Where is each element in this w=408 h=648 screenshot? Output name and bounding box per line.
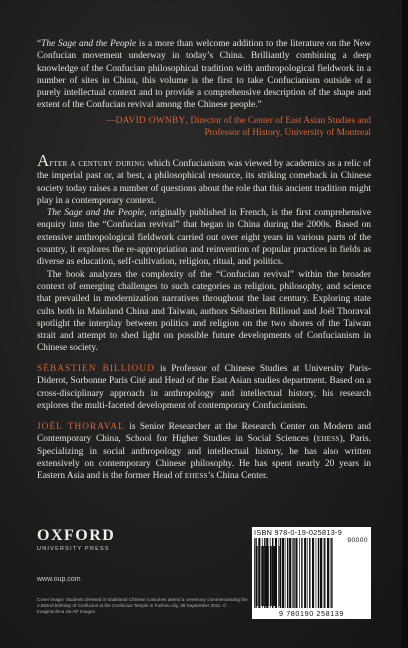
endorsement-quote: “The Sage and the People is a more than welcome addition to the literature on the New Confucian movement underway in today’s China. Brilliantly combining a deep knowledge of the Confucian philosophical tradition with anthropological fieldwork in a number of sites in China, this volume is the first to take Confucianism outside of a purely intellectual context and to provide a comprehensive description of the shape and extent of the Confucian revival among the Chinese people.” [37,39,371,111]
addon-barcode-bars [254,546,282,606]
publisher-subtitle: UNIVERSITY PRESS [37,546,110,552]
barcode-bar [309,538,310,608]
barcode-bar [282,538,284,608]
barcode-bar [312,538,314,608]
barcode-bar [304,538,306,608]
barcode-bar [285,538,286,608]
barcode-bar [320,538,322,608]
barcode-bar [276,546,277,606]
barcode-bar [270,546,271,606]
barcode-bar [268,546,269,606]
publisher-url: www.oup.com [37,576,81,583]
barcode-bar [256,546,257,606]
author-name: JOËL THORAVAL [37,422,125,432]
barcode-bar [289,538,291,608]
oxford-logo [37,527,115,552]
barcode-bar [323,538,324,608]
barcode-bar [330,538,331,608]
barcode-bar [327,538,329,608]
quote-text: is a more than welcome addition to the literature on the New Confucian movement underway in today’s China. Brilliantly combining a deep knowledge of the Confucian philosophical tradition with anthropological fieldwork in a number of sites in China, this volume is the first to take Confucianism outside of a purely intellectual context and to provide a comprehensive description of the shape and extent of the Confucian revival among the Chinese people.” [37,39,371,111]
barcode-bar [331,538,332,608]
publisher-name: OXFORD [37,527,116,544]
barcode-bar [254,546,255,606]
barcode-bar [278,546,279,606]
barcode-bar [299,538,300,608]
barcode-bar [318,538,319,608]
barcode-bar [324,538,325,608]
barcode-bar [273,546,275,606]
barcode-bar [293,538,294,608]
barcode-bar [261,546,262,606]
cover-edge [402,0,408,648]
lead-in-small-caps: fter a century during [49,159,145,169]
cover-image-credit: Cover image: Students dressed in traditional Chinese costumes attend a ceremony commemorating the 2,562nd birthday of Confucius at the Confucius Temple in Fuzhou city, 28 September 2011. © Imaginechina via AP Images [37,597,248,614]
barcode-bar [295,538,297,608]
barcode-bar [307,538,308,608]
attribution-name: DAVID OWNBY [115,116,186,126]
barcode-bar [292,538,293,608]
price-code: 90000 [347,537,368,544]
author-bio-text: is Professor of Chinese Studies at University Paris-Diderot, Sorbonne Paris Cité and Head of the East Asian studies department. Based on a cross-disciplinary approach in anthropology and intellectual history, his research explores the multi-faceted development of contemporary Confucianism. [37,364,371,411]
description-paragraph-3: The book analyzes the complexity of the “Confucian revival” within the broader context of emerging challenges to such categories as religion, philosophy, and science that prevailed in modernization narratives throughout the last century. Exploring state cults both in Mainland China and Taiwan, authors Sébastien Billioud and Joël Thoraval spotlight the interplay between politics and religion on the two shores of the Taiwan strait and attempt to shed light on possible future developments of Confucianism in Chinese society. [37,269,371,354]
attribution-role: , Director of the Center of East Asian Studies and Professor of History, University of Montreal [185,116,371,139]
quote-attribution: —DAVID OWNBY, Director of the Center of East Asian Studies and Professor of History, University of Montreal [106,116,371,139]
barcode-bar [301,538,302,608]
isbn-barcode [252,527,371,619]
book-description [37,151,371,355]
barcode-bar [287,538,288,608]
author-name: SÉBASTIEN BILLIOUD [37,364,155,374]
ean-number: 9 780190 258139 [279,609,344,618]
description-paragraph-1: After a century during which Confucianism was viewed by academics as a relic of the imperial past or, at best, a philosophical resource, its striking comeback in Chinese society today raises a number of questions about the role that this ancient tradition might play in a contemporary context. [37,151,371,206]
author-bio-thoraval: JOËL THORAVAL is Senior Researcher at the Research Center on Modern and Contemporary China, School for Higher Studies in Social Sciences (ehess), Paris. Specializing in social anthropology and intellectual history, he has also written extensively on contemporary Chinese philosophy. He has spent nearly 20 years in Eastern Asia and is the former Head of ehess’s China Center. [37,422,372,482]
drop-cap: A [37,151,50,170]
barcode-bar [316,538,317,608]
author-bio-billioud [37,363,371,412]
barcode-bar [265,546,267,606]
isbn-text: ISBN 978-0-19-025813-9 [254,528,343,537]
quote-book-title: The Sage and the People [41,39,137,49]
barcode-bar [258,546,260,606]
barcode-bar [263,546,264,606]
description-paragraph-2: The Sage and the People, originally published in French, is the first comprehensive enquiry into the “Confucian revival” that began in China during the 2000s. Based on extensive anthropological fieldwork carried out over eight years in various parts of the country, it explores the re-appropriation and reinvention of popular practices in fields as diverse as education, self-cultivation, religion, ritual, and politics. [37,208,371,268]
